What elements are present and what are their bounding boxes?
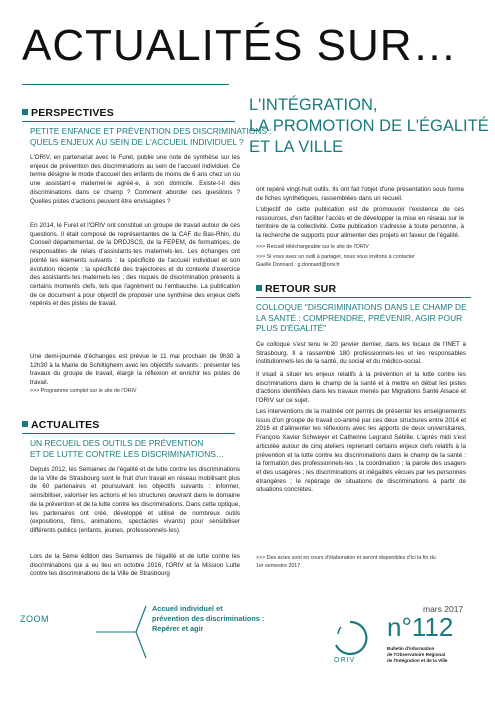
zoom-text: Accueil individuel et prévention des discriminations : Repérer et agir <box>152 604 265 633</box>
section-heading-actualites: ACTUALITES <box>22 419 100 431</box>
square-bullet-icon <box>256 285 262 291</box>
paragraph: L'ORIV, en partenariat avec le Furet, publie une note de synthèse sur les enjeux de prévention des discriminations au sein de l'accueil individuel. Ce terme désigne le mode d'accueil des enfants de moins de 6 ans chez un ou une assistant·e maternel·le agréé·e, à son domicile. Existe-t-il des discriminations dans ce champ ? Comment aborder ces questions ? Quelles pistes d'actions peuvent être envisagées ? <box>30 154 240 205</box>
title-divider <box>22 84 229 85</box>
section-divider <box>22 433 235 434</box>
subtitle-line: LA PROMOTION DE L'ÉGALITÉ <box>249 117 489 135</box>
subtitle-line: ET LA VILLE <box>249 138 344 156</box>
contact-email[interactable]: Gaëlle Donnard : g.donnard@oriv.fr <box>256 262 340 268</box>
oriv-logo-text: ORIV <box>334 657 356 664</box>
paragraph: Depuis 2012, les Semaines de l'égalité et de lutte contre les discriminations de la Ville de Strasbourg sont le fruit d'un travail en réseau mobilisant plus de 60 partenaires et poursuivant les objectifs suivants : informer, sensibiliser, valoriser les actions et les structures œuvrant dans le domaine de la prévention et de la lutte contre les discriminations. Dans cette optique, les partenaires ont créé, développé et utilisé de nombreux outils (expositions, films, animations, spectacles vivants) pour sensibiliser différents publics (enfants, jeunes, professionnels·les). <box>30 466 240 534</box>
link-actes[interactable]: >>> Des actes sont en cours d'élaboration et seront disponibles d'ici la fin du <box>256 555 436 561</box>
issue-number: n°112 <box>387 612 454 642</box>
subtitle <box>249 95 489 158</box>
square-bullet-icon <box>22 421 28 427</box>
section-heading-retour: RETOUR SUR <box>256 283 336 295</box>
paragraph: Lors de la 5ème édition des Semaines de l'égalité et de lutte contre les discriminations qui a eu lieu en octobre 2016, l'ORIV et la Mission Lutte contre les discriminations de la Ville de Strasbourg <box>30 553 240 578</box>
section-divider <box>22 121 235 122</box>
square-bullet-icon <box>22 109 28 115</box>
link-programme[interactable]: >>> Programme complet sur le site de l'ORIV <box>30 388 137 394</box>
paragraph: En 2014, le Furet et l'ORIV ont constitué un groupe de travail autour de ces questions. Il était composé de représentantes de la CAF du Bas-Rhin, du Conseil départemental, de la DRDJSCS, de la FEPEM, de formatrices, de responsables de relais d'assistants·tes maternels·les. Les échanges ont pointé les éléments suivants : la spécificité de l'accueil individuel et son évolution récente ; la spécificité des trajectoires et du contexte d'exercice des assistants·tes maternels·les ; des risques de discrimination présents à certains moments clefs, tels que l'agrément ou l'embauche. La publication de ce document a pour objectif de proposer une synthèse des enjeux clefs repérés et des pistes de travail. <box>30 222 240 308</box>
paragraph: Les interventions de la matinée ont permis de présenter les enseignements issus d'un groupe de travail co-animé par ces deux structures entre 2014 et 2016 et d'alimenter les réflexions avec les apports de deux universitaires, François Xavier Schweyer et Catherine Legrand Sébille. L'après midi s'est articulée autour de cinq ateliers reprenant certains enjeux clefs relatifs à la prévention et la lutte contre les discriminations dans le champ de la santé : la formation des professionnels·les ; la coordination ; la parole des usagers et des usagères ; les discriminations et inégalités vécues par les personnes étrangères ; le repérage de situations de discriminations à partir de situations concrètes. <box>256 408 466 494</box>
article-title-perspectives: PETITE ENFANCE ET PRÉVENTION DES DISCRIMINATIONS : QUELS ENJEUX AU SEIN DE L'ACCUEIL INDIVIDUEL ? <box>30 126 272 147</box>
section-divider <box>256 297 471 298</box>
issue-date: mars 2017 <box>423 604 464 614</box>
link-actes-cont[interactable]: 1er semestre 2017 <box>256 563 301 569</box>
link-recueil[interactable]: >>> Recueil téléchargeable sur le site de l'ORIV <box>256 244 369 250</box>
paragraph: Une demi-journée d'échanges est prévue le 11 mai prochain de 9h30 à 12h30 à la Mairie de Schiltigheim avec les objectifs suivants : présenter les travaux du groupe de travail, élargir la réflexion et enrichir les pistes de travail. <box>30 353 240 387</box>
subtitle-line: L'INTÉGRATION, <box>249 96 378 114</box>
paragraph: L'objectif de cette publication est de promouvoir l'existence de ces ressources, d'en faciliter l'accès et de développer la mise en réseau sur le territoire de la collectivité. Cette publication s'adresse à toute personne, à la recherche de supports pour alimenter des projets en faveur de l'égalité. <box>256 206 464 240</box>
paragraph: Il visait à situer les enjeux relatifs à la prévention et la lutte contre les discriminations dans le champ de la santé et à mettre en débat les pistes d'actions identifiées dans les travaux menés par Migrations Santé Alsace et l'ORIV sur ce sujet. <box>256 371 466 405</box>
article-title-actualites: UN RECUEIL DES OUTILS DE PRÉVENTION ET DE LUTTE CONTRE LES DISCRIMINATIONS… <box>30 438 225 459</box>
paragraph: Ce colloque s'est tenu le 20 janvier dernier, dans les locaux de l'INET à Strasbourg. Il a rassemblé 180 professionnels·les et les responsables institutionnels·les de la santé, du social et du médico-social. <box>256 341 466 366</box>
bulletin-description: Bulletin d'information de l'Observatoire Régional de l'Intégration et de la Ville <box>387 646 448 663</box>
zoom-label: ZOOM <box>20 614 49 624</box>
section-heading-perspectives: PERSPECTIVES <box>22 107 114 119</box>
article-title-retour: COLLOQUE "DISCRIMINATIONS DANS LE CHAMP DE LA SANTÉ : COMPRENDRE, PRÉVENIR, AGIR POUR PLUS D'ÉGALITÉ" <box>256 302 467 333</box>
oriv-logo-icon <box>330 618 370 658</box>
link-contact[interactable]: >>> Si vous avez un outil à partager, nous vous invitons à contacter <box>256 254 415 260</box>
main-title: ACTUALITÉS SUR… <box>22 21 458 70</box>
paragraph: ont repéré vingt-huit outils. Ils ont fait l'objet d'une présentation sous forme de fiches synthétiques, rassemblées dans un recueil. <box>256 186 464 202</box>
